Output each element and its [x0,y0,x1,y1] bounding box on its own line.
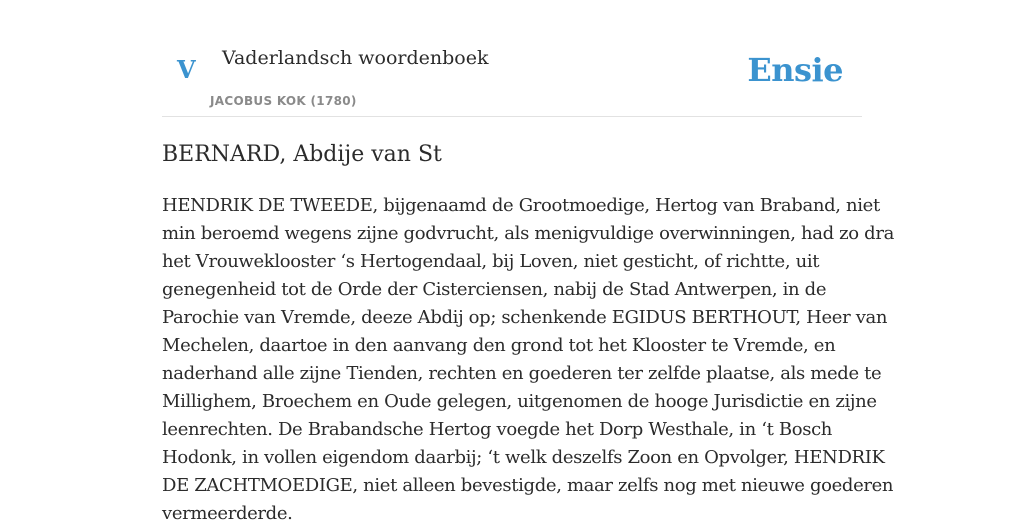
entry-body-line: genegenheid tot de Orde der Cisterciensen, nabij de Stad Antwerpen, in de [162,279,827,300]
entry-body-line: Parochie van Vremde, deeze Abdij op; schenkende EGIDUS BERTHOUT, Heer van [162,307,888,328]
entry-body-line: vermeerderde. [162,503,293,524]
entry-body [162,192,894,528]
entry-body-line: het Vrouweklooster ‘s Hertogendaal, bij Loven, niet gesticht, of richtte, uit [162,251,820,272]
header [162,0,862,117]
entry-body-line: min beroemd wegens zijne godvrucht, als menigvuldige overwinningen, had zo dra [162,223,894,244]
book-title-link[interactable]: Vaderlandsch woordenboek [222,47,489,69]
entry-body-line: DE ZACHTMOEDIGE, niet alleen bevestigde, maar zelfs nog met nieuwe goederen [162,475,894,496]
ensie-logo[interactable]: Ensie [747,51,843,89]
book-letter-badge[interactable]: V [177,55,196,84]
entry-body-line: Millighem, Broechem en Oude gelegen, uitgenomen de hooge Jurisdictie en zijne [162,391,877,412]
entry-body-line: HENDRIK DE TWEEDE, bijgenaamd de Grootmoedige, Hertog van Braband, niet [162,195,880,216]
entry-body-line: leenrechten. De Brabandsche Hertog voegde het Dorp Westhale, in ‘t Bosch [162,419,833,440]
entry-title: BERNARD, Abdije van St [162,142,442,167]
entry-body-line: Hodonk, in vollen eigendom daarbij; ‘t welk deszelfs Zoon en Opvolger, HENDRIK [162,447,885,468]
entry-body-line: Mechelen, daartoe in den aanvang den grond tot het Klooster te Vremde, en [162,335,836,356]
book-author: JACOBUS KOK (1780) [210,94,357,108]
entry-body-line: naderhand alle zijne Tienden, rechten en goederen ter zelfde plaatse, als mede te [162,363,882,384]
